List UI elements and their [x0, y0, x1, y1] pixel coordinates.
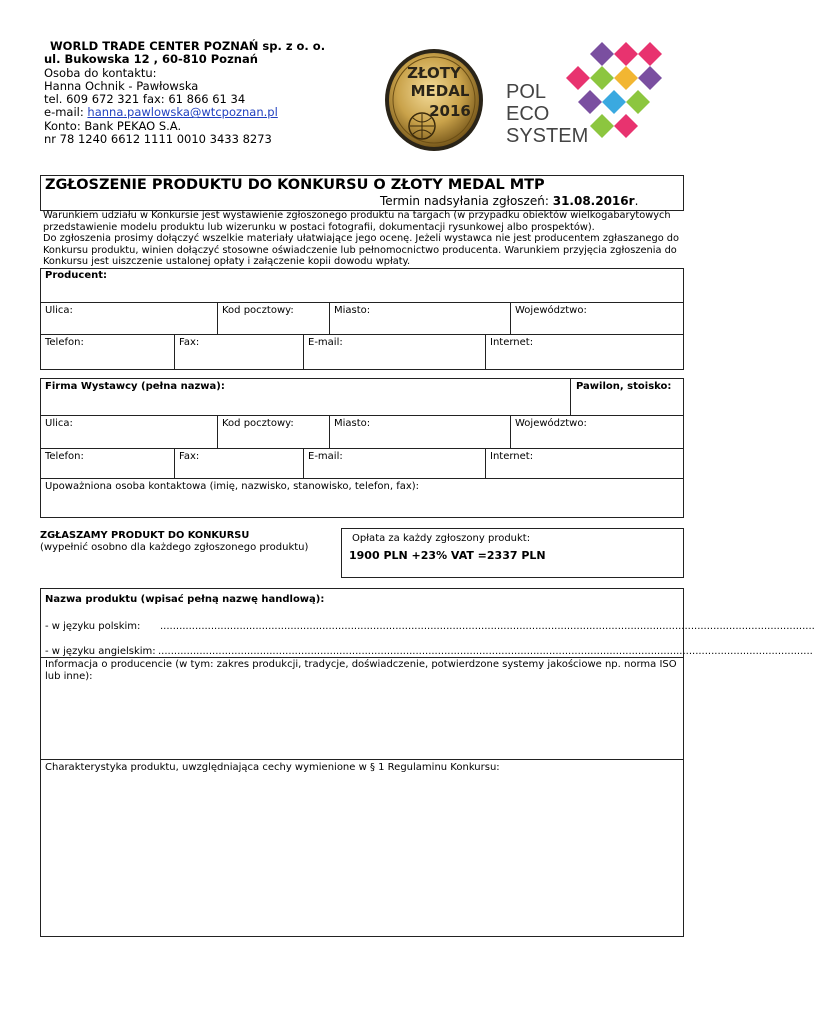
contact-label: Osoba do kontaktu: [44, 65, 157, 80]
producer-postal-field[interactable]: Kod pocztowy: [222, 305, 294, 316]
company-header [44, 40, 374, 146]
deadline-suffix: . [634, 194, 639, 208]
producer-section [40, 268, 684, 370]
email-label: e-mail: [44, 105, 88, 120]
producer-voivodeship-field[interactable]: Województwo: [515, 305, 587, 316]
company-address: ul. Bukowska 12 , 60-810 Poznań [44, 52, 258, 67]
logo-mosaic-icon [566, 42, 662, 138]
producer-fax-field[interactable]: Fax: [179, 337, 200, 348]
pavilion-stand-label[interactable]: Pawilon, stoisko: [576, 381, 672, 392]
logo-text-system: SYSTEM [506, 125, 589, 147]
producer-email-field[interactable]: E-mail: [308, 337, 343, 348]
fee-value: 1900 PLN +23% VAT =2337 PLN [349, 549, 546, 562]
deadline [380, 194, 638, 209]
producer-street-field[interactable]: Ulica: [45, 305, 73, 316]
exhibitor-fax-field[interactable]: Fax: [179, 451, 200, 462]
form-title: ZGŁOSZENIE PRODUKTU DO KONKURSU O ZŁOTY MEDAL MTP [45, 177, 545, 193]
contact-name: Hanna Ochnik - Pawłowska [44, 78, 199, 93]
product-characteristics-field[interactable]: Charakterystyka produktu, uwzględniająca cechy wymienione w § 1 Regulaminu Konkursu: [45, 762, 500, 773]
exhibitor-street-field[interactable]: Ulica: [45, 418, 73, 429]
exhibitor-internet-field[interactable]: Internet: [490, 451, 534, 462]
product-name-polish-label: - w języku polskim: [45, 621, 141, 632]
company-name: WORLD TRADE CENTER POZNAŃ sp. z o. o. [50, 39, 326, 53]
exhibitor-phone-field[interactable]: Telefon: [45, 451, 84, 462]
exhibitor-email-field[interactable]: E-mail: [308, 451, 343, 462]
contact-email-line [44, 106, 374, 119]
medal-text-line2: MEDAL [410, 82, 470, 100]
product-name-english-field[interactable]: .............................................................................................................................................................................................................. [158, 646, 813, 657]
deadline-label: Termin nadsyłania zgłoszeń: [380, 194, 549, 208]
bank-account-label: Konto: Bank PEKAO S.A. [44, 118, 182, 133]
fee-label: Opłata za każdy zgłoszony produkt: [352, 533, 531, 544]
producer-internet-field[interactable]: Internet: [490, 337, 534, 348]
exhibitor-voivodeship-field[interactable]: Województwo: [515, 418, 587, 429]
producer-info-field[interactable]: Informacja o producencie (w tym: zakres produkcji, tradycje, doświadczenie, potwierdzone systemy jakościowe np. norma ISO lub inne): [45, 659, 677, 682]
contact-phone: tel. 609 672 321 fax: 61 866 61 34 [44, 92, 246, 107]
submission-subtitle: (wypełnić osobno dla każdego zgłoszonego produktu) [40, 542, 309, 553]
logo-text-pol: POL [506, 81, 547, 103]
exhibitor-city-field[interactable]: Miasto: [334, 418, 371, 429]
logo-text-eco: ECO [506, 103, 550, 125]
intro-paragraph-1: Warunkiem udziału w Konkursie jest wystawienie zgłoszonego produktu na targach (w przypadku obiektów wielkogabarytowych przedstawienie modelu produktu lub wizerunku w postaci fotografii, dokumentacji rysunkowej albo prospektów). [43, 210, 671, 233]
producer-label: Producent: [45, 270, 108, 281]
producer-city-field[interactable]: Miasto: [334, 305, 371, 316]
pol-eco-system-logo [500, 40, 670, 148]
medal-year: 2016 [429, 102, 471, 120]
authorized-contact-field[interactable]: Upoważniona osoba kontaktowa (imię, nazwisko, stanowisko, telefon, fax): [45, 481, 420, 492]
bank-account-number: nr 78 1240 6612 1111 0010 3433 8273 [44, 132, 272, 147]
product-name-polish-field[interactable]: .............................................................................................................................................................................................................. [160, 621, 815, 632]
intro-paragraph-2: Do zgłoszenia prosimy dołączyć wszelkie materiały ułatwiające jego ocenę. Jeżeli wystawca nie jest producentem zgłaszanego do Konkursu produktu, winien dołączyć stosowne oświadczenie lub pełnomocnictwo producenta. Warunkiem przyjęcia zgłoszenia do Konkursu jest uiszczenie ustalonej opłaty i załączenie kopii dowodu wpłaty. [43, 233, 680, 267]
intro-text [43, 210, 685, 268]
producer-phone-field[interactable]: Telefon: [45, 337, 84, 348]
zloty-medal-logo [384, 48, 484, 152]
product-name-english-label: - w języku angielskim: [45, 646, 156, 657]
email-link[interactable]: hanna.pawlowska@wtcpoznan.pl [87, 105, 278, 120]
submission-title: ZGŁASZAMY PRODUKT DO KONKURSU [40, 530, 250, 541]
product-name-label: Nazwa produktu (wpisać pełną nazwę handlową): [45, 594, 325, 605]
deadline-date: 31.08.2016r [552, 194, 635, 208]
exhibitor-postal-field[interactable]: Kod pocztowy: [222, 418, 294, 429]
medal-text-line1: ZŁOTY [407, 64, 461, 82]
exhibitor-name-label[interactable]: Firma Wystawcy (pełna nazwa): [45, 381, 225, 392]
